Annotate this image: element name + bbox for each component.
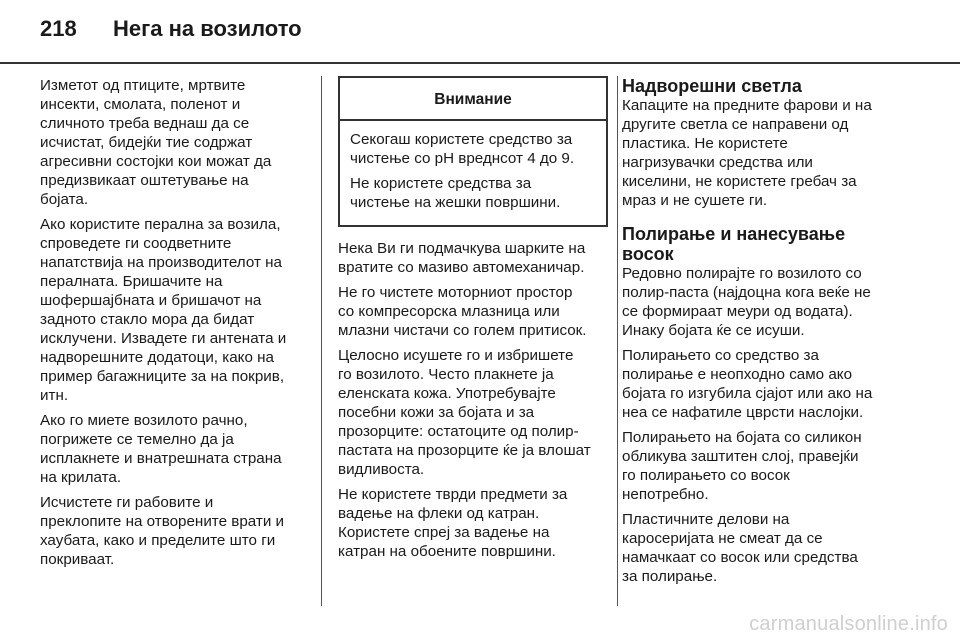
paragraph: Капаците на предните фарови и на другите светла се направени од пластика. Не користете нагризувачки средства или киселини, не користете гребач за мраз и не сушете ги. <box>622 97 872 209</box>
paragraph: Не го чистете моторниот простор со компресорска млазница или млазни чистачи со голем притисок. <box>338 284 587 339</box>
paragraph: Полирањето со средство за полирање е неопходно само ако бојата го изгубила сјајот или ако на неа се нафатиле цврсти наслојки. <box>622 347 873 421</box>
header-divider <box>0 62 960 64</box>
paragraph: Полирањето на бојата со силикон обликува заштитен слој, правејќи го полирањето со восок непотребно. <box>622 429 862 503</box>
page-header <box>40 16 302 52</box>
paragraph: Пластичните делови на каросеријата не смеат да се намачкаат со восок или средства за полирање. <box>622 511 858 585</box>
paragraph: Ако користите перална за возила, спроведете ги соодветните напатствија на производителот на пералната. Бришачите на шофершајбната и бришачот на задното стакло мора да бидат исклучени. Извадете ги антената и надворешните додатоци, како на пример багажниците за на покрив, итн. <box>40 216 287 404</box>
warning-title: Внимание <box>340 78 606 121</box>
column-left <box>40 76 312 575</box>
paragraph: Не користете тврди предмети за вадење на флеки од катран. Користете спреј за вадење на катран на обоените површини. <box>338 486 568 560</box>
column-middle <box>338 76 608 567</box>
column-divider <box>321 76 322 606</box>
paragraph: Исчистете ги рабовите и преклопите на отворените врати и хаубата, како и пределите што ги покриваат. <box>40 494 285 568</box>
column-right <box>622 76 917 592</box>
column-divider <box>617 76 618 606</box>
section-heading: Полирање и нанесување восок <box>622 224 846 264</box>
warning-body <box>340 121 606 225</box>
paragraph: Целосно исушете го и избришете го возилото. Често плакнете ја еленската кожа. Употребувајте посебни кожи за бојата и за прозорците: остатоците од полир- пастата на прозорците ќе ја влошат видливоста. <box>338 347 591 478</box>
page-number: 218 <box>40 16 77 41</box>
watermark-text: carmanualsonline.info <box>749 613 948 635</box>
section-heading: Надворешни светла <box>622 76 802 96</box>
page-title: Нега на возилото <box>113 16 302 41</box>
paragraph: Редовно полирајте го возилото со полир-паста (најдоцна кога веќе не се формираат меури од водата). Инаку бојата ќе се исуши. <box>622 265 871 339</box>
paragraph: Ако го миете возилото рачно, погрижете се темелно да ја исплакнете и внатрешната страна на крилата. <box>40 412 282 486</box>
paragraph: Нека Ви ги подмачкува шарките на вратите со мазиво автомеханичар. <box>338 240 586 276</box>
paragraph: Изметот од птиците, мртвите инсекти, смолата, поленот и сличното треба веднаш да се исчистат, бидејќи тие содржат агресивни состојки кои можат да предизвикаат оштетување на бојата. <box>40 77 272 208</box>
warning-text: Не користете средства за чистење на жешки површини. <box>350 175 561 211</box>
warning-box <box>338 76 608 227</box>
warning-text: Секогаш користете средство за чистење со pH вреднсот 4 до 9. <box>350 131 575 167</box>
